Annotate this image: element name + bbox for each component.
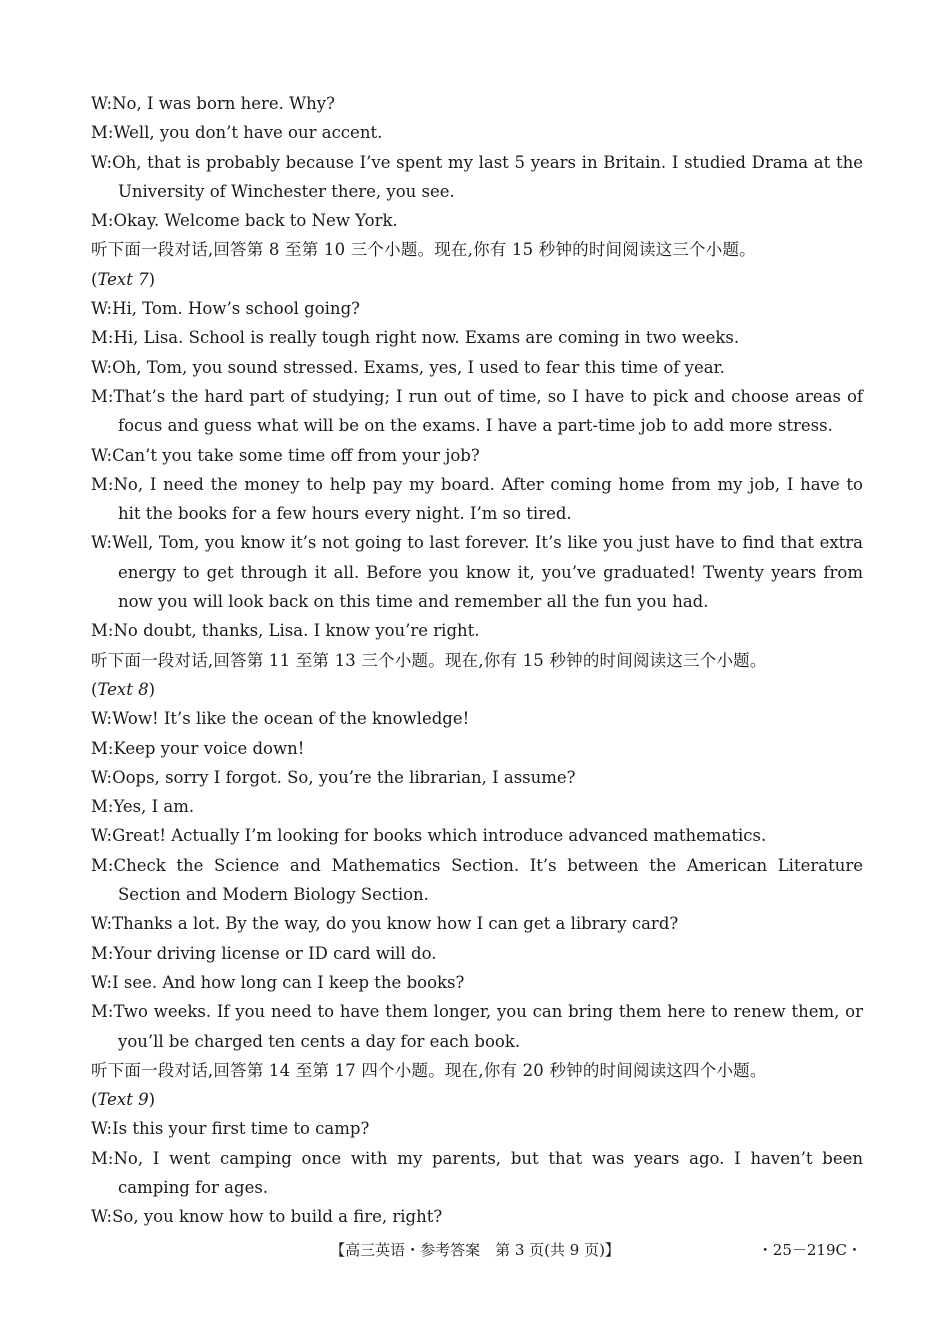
dialog-line: M:Yes, I am.: [91, 797, 195, 817]
dialog-line: M:Two weeks. If you need to have them longer, you can bring them here to renew them, or you’ll be charged ten cents a day for each book.: [91, 1002, 863, 1051]
dialog-line: M:No, I need the money to help pay my board. After coming home from my job, I have to hit the books for a few hours every night. I’m so tired.: [91, 474, 863, 524]
section-label: [91, 265, 863, 294]
label-open-paren: (: [91, 1090, 98, 1110]
dialog-line: W:Well, Tom, you know it’s not going to last forever. It’s like you just have to find that extra energy to get through it all. Before you know it, you’ve graduated! Twenty years from now you will look back on this time and remember all the fun you had.: [91, 533, 863, 612]
dialog-line: W:Oh, that is probably because I’ve spent my last 5 years in Britain. I studied Drama at the University of Winchester there, you see.: [91, 152, 863, 201]
dialog-line: W:So, you know how to build a fire, right?: [91, 1207, 443, 1227]
label-open-paren: (: [91, 679, 98, 699]
dialog-line: W:Is this your first time to camp?: [91, 1119, 370, 1139]
label-close-paren: ): [148, 679, 156, 699]
dialog-line: W:Oops, sorry I forgot. So, you’re the librarian, I assume?: [91, 767, 576, 787]
dialog-line: W:Hi, Tom. How’s school going?: [91, 299, 360, 319]
page-footer: [0, 1235, 950, 1265]
label-close-paren: ): [148, 1090, 156, 1110]
dialog-line: M:That’s the hard part of studying; I run out of time, so I have to pick and choose areas of focus and guess what will be on the exams. I have a part-time job to add more stress.: [91, 386, 863, 436]
label-word: Text: [97, 679, 133, 699]
label-word: Text: [97, 269, 133, 289]
label-number: 8: [132, 679, 149, 699]
label-open-paren: (: [91, 269, 98, 289]
dialog-line: M:Hi, Lisa. School is really tough right now. Exams are coming in two weeks.: [91, 328, 740, 348]
footer-page-info: 【高三英语・参考答案 第 3 页(共 9 页)】: [330, 1241, 620, 1259]
dialog-line: M:Keep your voice down!: [91, 738, 305, 758]
instruction-line: 听下面一段对话,回答第 8 至第 10 三个小题。现在,你有 15 秒钟的时间阅读这三个小题。: [91, 240, 756, 260]
label-number: 7: [132, 269, 149, 289]
dialog-line: M:Your driving license or ID card will do.: [91, 943, 437, 963]
section-label: [91, 1085, 863, 1114]
label-close-paren: ): [148, 269, 156, 289]
dialog-line: M:No doubt, thanks, Lisa. I know you’re right.: [91, 621, 480, 641]
label-number: 9: [132, 1090, 149, 1110]
dialog-line: W:I see. And how long can I keep the books?: [91, 972, 465, 992]
dialog-line: W:No, I was born here. Why?: [91, 94, 335, 113]
label-word: Text: [97, 1090, 133, 1110]
dialog-line: M:Check the Science and Mathematics Section. It’s between the American Literature Section and Modern Biology Section.: [91, 855, 863, 905]
dialog-line: M:No, I went camping once with my parents, but that was years ago. I haven’t been camping for ages.: [91, 1148, 863, 1197]
dialog-line: W:Can’t you take some time off from your job?: [91, 445, 480, 465]
dialog-line: W:Oh, Tom, you sound stressed. Exams, yes, I used to fear this time of year.: [91, 357, 725, 377]
listening-transcript: [91, 89, 863, 1232]
dialog-line: W:Great! Actually I’m looking for books which introduce advanced mathematics.: [91, 826, 767, 846]
dialog-line: W:Thanks a lot. By the way, do you know how I can get a library card?: [91, 914, 679, 934]
dialog-line: M:Okay. Welcome back to New York.: [91, 211, 398, 231]
instruction-line: 听下面一段对话,回答第 14 至第 17 四个小题。现在,你有 20 秒钟的时间阅读这四个小题。: [91, 1060, 767, 1080]
dialog-line: W:Wow! It’s like the ocean of the knowledge!: [91, 709, 470, 729]
dialog-line: M:Well, you don’t have our accent.: [91, 123, 383, 143]
footer-code: ・25－219C・: [757, 1241, 862, 1259]
section-label: [91, 675, 863, 704]
instruction-line: 听下面一段对话,回答第 11 至第 13 三个小题。现在,你有 15 秒钟的时间阅读这三个小题。: [91, 650, 767, 670]
